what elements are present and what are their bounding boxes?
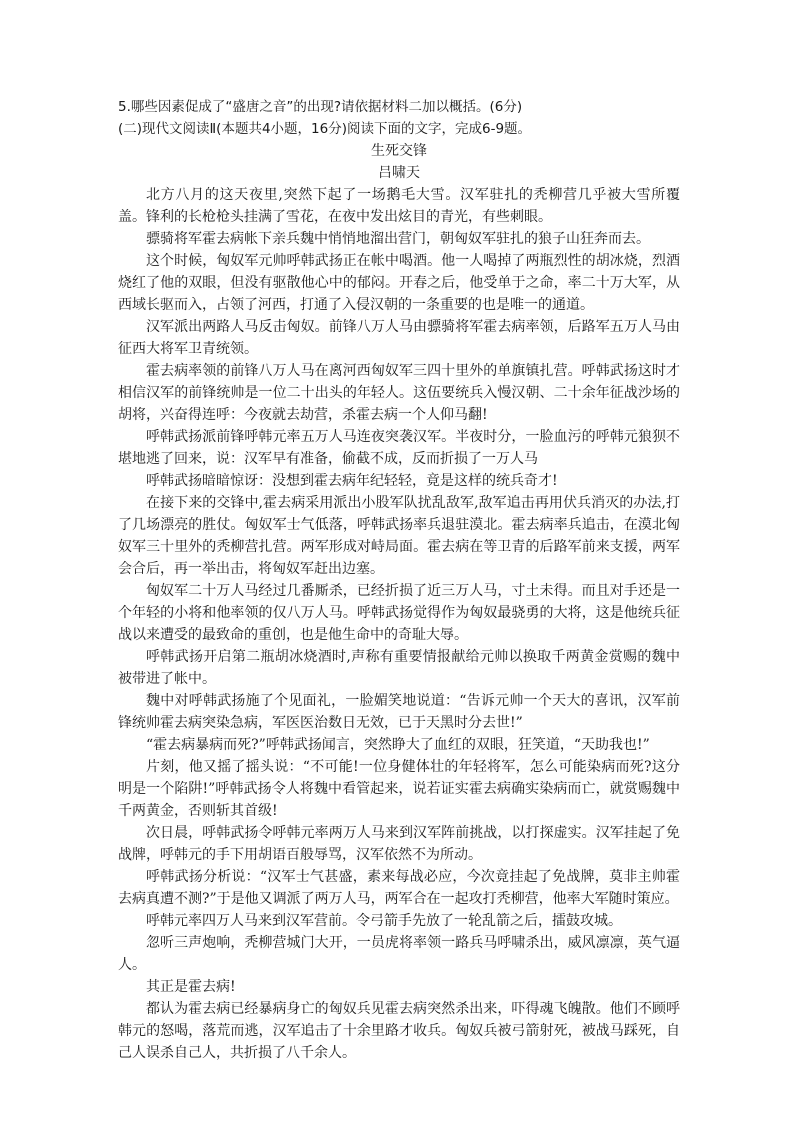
paragraph: 汉军派出两路人马反击匈奴。前锋八万人马由骠骑将军霍去病率领，后路军五万人马由征西大将军卫青统领。 [118, 319, 680, 357]
paragraph: 呼韩武扬开启第二瓶胡冰烧酒时,声称有重要情报献给元帅以换取千两黄金赏赐的魏中被带进了帐中。 [118, 649, 680, 687]
paragraph: 都认为霍去病已经暴病身亡的匈奴兵见霍去病突然杀出来，吓得魂飞魄散。他们不顾呼韩元的怒喝，落荒而逃，汉军追击了十余里路才收兵。匈奴兵被弓箭射死，被战马踩死，自己人误杀自己人，共折损了八千余人。 [118, 1001, 680, 1061]
paragraph: 片刻，他又摇了摇头说：“不可能!一位身健体壮的年轻将军，怎么可能染病而死?这分明是一个陷阱!”呼韩武扬令人将魏中看管起来，说若证实霍去病确实染病而亡，就赏赐魏中千两黄金，否则斩其首级! [118, 759, 680, 819]
question-5: 5.哪些因素促成了“盛唐之音”的出现?请依据材料二加以概括。(6分) [118, 99, 523, 115]
paragraph: 忽听三声炮响，秃柳营城门大开，一员虎将率领一路兵马呼啸杀出，威风凛凛，英气逼人。 [118, 935, 680, 973]
paragraph: 匈奴军二十万人马经过几番厮杀，已经折损了近三万人马，寸土未得。而且对手还是一个年轻的小将和他率领的仅八万人马。呼韩武扬觉得作为匈奴最骁勇的大将，这是他统兵征战以来遭受的最致命的重创，也是他生命中的奇耻大辱。 [118, 583, 680, 643]
paragraph: 其正是霍去病! [146, 979, 236, 995]
article-body [118, 184, 680, 1064]
paragraph: 霍去病率领的前锋八万人马在离河西匈奴军三四十里外的单旗镇扎营。呼韩武扬这时才相信汉军的前锋统帅是一位二十出头的年轻人。这伍要统兵入慢汉朝、二十余年征战沙场的胡将，兴奋得连呼：今夜就去劫营，杀霍去病一个人仰马翻! [118, 363, 680, 423]
paragraph: 呼韩武扬分析说：“汉军士气甚盛，素来每战必应，今次竟挂起了免战牌，莫非主帅霍去病真遭不测?”于是他又调派了两万人马，两军合在一起攻打秃柳营，他率大军随时策应。 [118, 869, 680, 907]
article-author: 吕啸天 [378, 165, 420, 181]
paragraph: 次日晨，呼韩武扬令呼韩元率两万人马来到汉军阵前挑战，以打探虚实。汉军挂起了免战牌，呼韩元的手下用胡语百般辱骂，汉军依然不为所动。 [118, 825, 680, 863]
paragraph: 骠骑将军霍去病帐下亲兵魏中悄悄地溜出营门，朝匈奴军驻扎的狼子山狂奔而去。 [146, 231, 650, 247]
paragraph: 这个时候，匈奴军元帅呼韩武扬正在帐中喝酒。他一人喝掉了两瓶烈性的胡冰烧，烈酒烧红了他的双眼，但没有驱散他心中的郁闷。开春之后，他受单于之命，率二十万大军，从西域长驱而入，占领了河西，打通了入侵汉朝的一条重要的也是唯一的通道。 [118, 253, 680, 313]
section-intro: (二)现代文阅读Ⅱ(本题共4小题，16分)阅读下面的文字，完成6-9题。 [118, 121, 532, 137]
paragraph: 呼韩武扬派前锋呼韩元率五万人马连夜突袭汉军。半夜时分，一脸血污的呼韩元狼狈不堪地逃了回来，说：汉军早有准备，偷截不成，反而折损了一万人马 [118, 429, 680, 467]
document-page [118, 96, 680, 1064]
paragraph: “霍去病暴病而死?”呼韩武扬闻言，突然睁大了血红的双眼，狂笑道，“天助我也!” [146, 737, 650, 753]
paragraph: 魏中对呼韩武扬施了个见面礼，一脸媚笑地说道：“告诉元帅一个天大的喜讯，汉军前锋统帅霍去病突染急病，军医医治数日无效，已于天黑时分去世!” [118, 693, 680, 731]
paragraph: 呼韩武扬暗暗惊讶：没想到霍去病年纪轻轻，竟是这样的统兵奇才! [146, 473, 558, 489]
article-title: 生死交锋 [371, 143, 427, 159]
paragraph: 呼韩元率四万人马来到汉军营前。令弓箭手先放了一轮乱箭之后，擂鼓攻城。 [146, 913, 622, 929]
paragraph: 北方八月的这天夜里,突然下起了一场鹅毛大雪。汉军驻扎的秃柳营几乎被大雪所覆盖。锋利的长枪枪头挂满了雪花，在夜中发出炫目的青光，有些刺眼。 [118, 187, 680, 225]
paragraph: 在接下来的交锋中,霍去病采用派出小股军队扰乱敌军,敌军追击再用伏兵消灭的办法,打了几场漂亮的胜仗。匈奴军士气低落，呼韩武扬率兵退驻漠北。霍去病率兵追击，在漠北匈奴军三十里外的秃柳营扎营。两军形成对峙局面。霍去病在等卫青的后路军前来支援，两军会合后，再一举出击，将匈奴军赶出边塞。 [118, 495, 680, 577]
